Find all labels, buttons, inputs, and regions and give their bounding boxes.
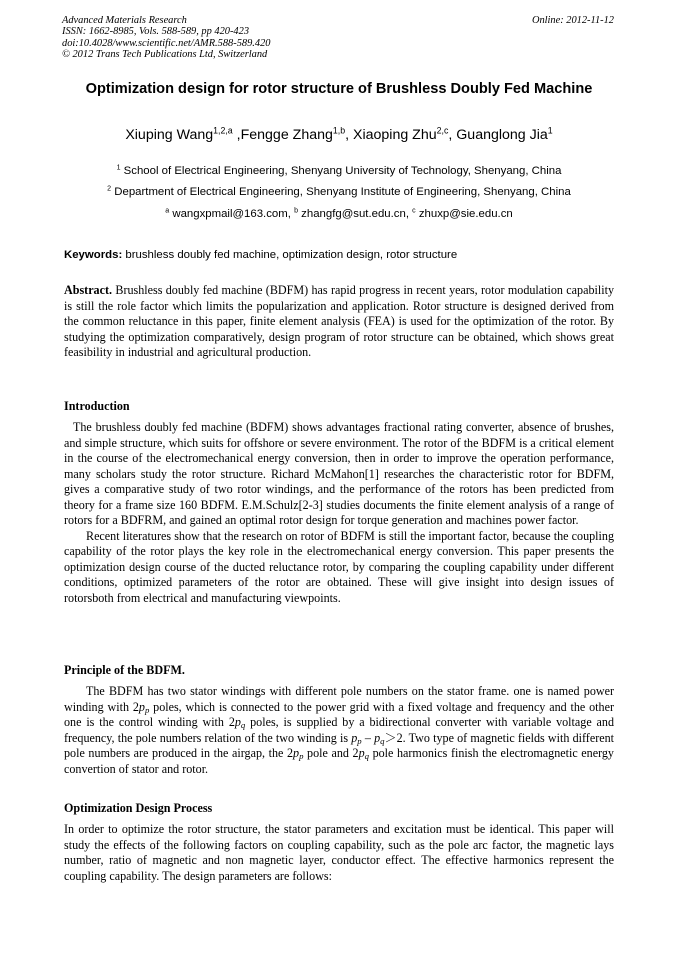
principle-text: pole and 2 <box>303 746 359 760</box>
math-sub-q: q <box>364 751 369 762</box>
abstract-text: Brushless doubly fed machine (BDFM) has rapid progress in recent years, rotor modulation capability is still the role factor which limits the popularization and application. Rotor structure is designed derived from the common reluctance in this paper, finite element analysis (FEA) is used for the optimization of the rotor. By studying the optimization comparatively, design program of rotor structure can be obtained, which shows great feasibility in industrial and agricultural production. <box>64 283 614 359</box>
email-marker: b <box>294 207 298 215</box>
math-var-p: p <box>358 746 365 760</box>
author-name: Fengge Zhang <box>240 127 333 143</box>
keywords-label: Keywords: <box>64 249 123 261</box>
paper-title: Optimization design for rotor structure of Brushless Doubly Fed Machine <box>85 81 593 97</box>
math-sub-p: p <box>299 751 304 762</box>
affil-text: School of Electrical Engineering, Shenyang University of Technology, Shenyang, China <box>120 165 562 177</box>
author-affil-marker: 1 <box>547 125 553 136</box>
principle-section <box>64 684 614 777</box>
author-separator: , <box>448 127 457 143</box>
abstract-label: Abstract. <box>64 283 113 297</box>
section-heading-introduction: Introduction <box>64 399 130 413</box>
math-var-p: p <box>351 730 358 745</box>
math-var-p: p <box>293 746 300 760</box>
optimization-paragraph: In order to optimize the rotor structure, the stator parameters and excitation must be identical. This paper will study the effects of the following factors on coupling capability, such as the pole arc factor, the magnetic lays number, ratio of magnetic and non magnetic layer, conductor effect. The effective harmonics represent the coupling capability. The design parameters are follows: <box>64 822 614 883</box>
email-line <box>30 207 648 221</box>
intro-paragraph-2: Recent literatures show that the research on rotor of BDFM is still the important factor, because the coupling capability of the rotor plays the key role in the electromechanical energy conversion. This paper presents the optimization design course of the ducted reluctance rotor, by comparing the coupling capability under different conditions, optimized parameters of the rotor are obtained. These will give insight into design issues of rotorsboth from electrical and manufacturing viewpoints. <box>64 528 614 605</box>
intro-paragraph-1: The brushless doubly fed machine (BDFM) shows advantages fractional rating converter, absence of brushes, and simple structure, which suits for offshore or severe environment. The rotor of the BDFM is a critical element in the course of the electromechanical energy conversion, then in order to improve the operation performance, many scholars study the rotor structure. Richard McMahon[1] researches the characteristic rotor for BDFM, gives a comparative study of two rotor windings, and the performance of the rotors has been predicted from theory for a frame size 160 BDFM. E.M.Schulz[2-3] studies documents the finite element analysis of a range of rotors for a BDFRM, and gained an optimal rotor design for torque generation and machines power factor. <box>64 420 614 527</box>
email-marker: c <box>412 207 416 215</box>
principle-text: pole harmonics finish the electromagnetic energy convertion of stator and rotor. <box>64 746 614 776</box>
introduction-section <box>64 420 614 606</box>
principle-paragraph <box>64 684 614 777</box>
author-name: Guanglong Jia <box>456 127 548 143</box>
section-heading-optimization: Optimization Design Process <box>64 801 213 815</box>
author-list <box>40 125 638 145</box>
affil-text: Department of Electrical Engineering, Shenyang Institute of Engineering, Shenyang, China <box>111 186 571 198</box>
copyright-line: © 2012 Trans Tech Publications Ltd, Switzerland <box>62 49 268 61</box>
optimization-section <box>64 822 614 884</box>
author-separator: , <box>345 127 354 143</box>
math-sub-p: p <box>144 704 150 715</box>
math-var-p: p <box>374 730 381 745</box>
math-sub-p: p <box>357 735 362 746</box>
author-affil-marker: 2,c <box>436 125 449 136</box>
doi-line: doi:10.4028/www.scientific.net/AMR.588-589.420 <box>62 37 271 49</box>
abstract-block <box>64 283 614 361</box>
principle-text: poles, is supplied by a bidirectional converter with variable voltage and frequency, the pole numbers relation of the two winding is <box>64 715 614 745</box>
keywords-text: brushless doubly fed machine, optimization design, rotor structure <box>122 249 458 261</box>
journal-name: Advanced Materials Research <box>62 15 187 26</box>
affil-marker: 1 <box>116 164 121 172</box>
affiliation-1 <box>30 164 648 178</box>
math-sub-q: q <box>240 720 246 731</box>
author-name: Xiaoping Zhu <box>353 127 437 143</box>
email-address: zhuxp@sie.edu.cn <box>415 208 513 220</box>
keywords-line <box>64 248 616 262</box>
affiliation-2 <box>30 185 648 199</box>
email-address: zhangfg@sut.edu.cn, <box>298 208 413 220</box>
email-marker: a <box>165 207 170 215</box>
affil-marker: 2 <box>107 185 112 193</box>
principle-text: – <box>361 730 371 745</box>
abstract-paragraph <box>64 283 614 361</box>
author-affil-marker: 1,b <box>332 125 346 136</box>
author-affil-marker: 1,2,a <box>213 125 233 136</box>
author-separator: , <box>232 127 241 143</box>
math-var-p: p <box>234 715 241 729</box>
journal-header <box>62 15 270 61</box>
email-address: wangxpmail@163.com, <box>169 208 295 220</box>
math-sub-q: q <box>380 735 385 746</box>
principle-text: poles, which is connected to the power grid with a fixed voltage and frequency and the other one is the control winding with 2 <box>64 699 614 729</box>
author-name: Xiuping Wang <box>125 127 214 143</box>
math-var-p: p <box>138 699 145 714</box>
online-date: Online: 2012-11-12 <box>531 15 614 26</box>
section-heading-principle: Principle of the BDFM. <box>64 663 185 677</box>
principle-text: The BDFM has two stator windings with different pole numbers on the stator frame. one is named power winding with 2 <box>64 684 614 714</box>
issn-line: ISSN: 1662-8985, Vols. 588-589, pp 420-423 <box>62 26 250 38</box>
principle-text: ＞2. Two type of magnetic fields with different pole numbers are produced in the airgap, the 2 <box>64 730 615 760</box>
